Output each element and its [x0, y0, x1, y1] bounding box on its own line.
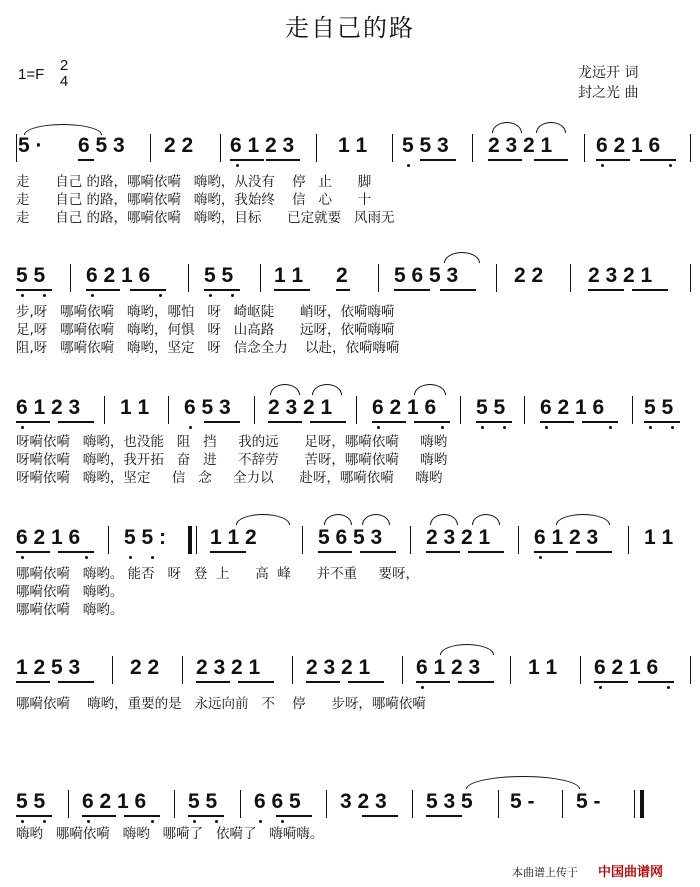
measure-notes: 5 6 5 3 [394, 264, 459, 287]
underline [414, 421, 450, 423]
low-octave-dot [85, 556, 88, 559]
measure-notes: 6 2 1 6 [540, 396, 605, 419]
barline [68, 790, 69, 818]
low-octave-dot [215, 820, 218, 823]
measure-notes: 5 - [576, 790, 601, 813]
measure-3-notes: 6 1 2 3 [230, 134, 295, 157]
measure-notes: 3 2 3 [340, 790, 387, 813]
lyric-line: 呀嗬依嗬 嗨哟，坚定 信 念 全力以 赴呀，哪嗬依嗬 嗨哟 [16, 470, 443, 486]
lyric-line: 哪嗬依嗬 嗨哟。 [16, 602, 124, 618]
barline [316, 134, 317, 162]
barline [150, 134, 151, 162]
underline [188, 815, 224, 817]
underline [440, 289, 476, 291]
low-octave-dot [151, 556, 154, 559]
measure-notes: 6 1 2 3 [534, 526, 599, 549]
barline [326, 790, 327, 818]
measure-1-notes: 5 · [18, 134, 43, 157]
low-octave-dot [87, 820, 90, 823]
underline [86, 289, 120, 291]
underline [16, 289, 52, 291]
measure-notes: 2 2 [514, 264, 544, 287]
measure-notes: 5 6 5 3 [318, 526, 383, 549]
underline [594, 681, 628, 683]
low-octave-dot [601, 164, 604, 167]
measure-notes: 5 5 [16, 264, 46, 287]
lyric-line: 步,呀 哪嗬依嗬 嗨哟，哪怕 呀 崎岖陡 峭呀，依嗬嗨嗬 [16, 304, 395, 320]
low-octave-dot [671, 426, 674, 429]
page-title: 走自己的路 [285, 14, 415, 42]
underline [540, 421, 574, 423]
underline [274, 289, 310, 291]
barline [182, 656, 183, 684]
underline [534, 159, 568, 161]
underline [230, 159, 264, 161]
measure-notes: 1 1 2 [210, 526, 257, 549]
low-octave-dot [236, 164, 239, 167]
barline [302, 526, 303, 554]
underline [394, 289, 430, 291]
lyric-line: 走 自己 的路，哪嗬依嗬 嗨哟，目标 已定就要 风雨无 [16, 210, 395, 226]
lyric-line: 阻,呀 哪嗬依嗬 嗨哟，坚定 呀 信念全力 以赴，依嗬嗨嗬 [16, 340, 400, 356]
time-bottom: 4 [59, 73, 69, 90]
lyric-line: 走 自己 的路，哪嗬依嗬 嗨哟，我始终 信 心 十 [16, 192, 372, 208]
low-octave-dot [21, 556, 24, 559]
underline [348, 681, 384, 683]
underline [632, 289, 668, 291]
barline [632, 396, 633, 424]
barline [460, 396, 461, 424]
time-signature [58, 58, 70, 90]
measure-notes: 1 1 [274, 264, 304, 287]
footer-text: 本曲谱上传于 [512, 866, 578, 879]
low-octave-dot [407, 164, 410, 167]
barline [16, 134, 17, 162]
low-octave-dot [669, 164, 672, 167]
underline [640, 159, 676, 161]
underline [58, 681, 94, 683]
measure-notes: 6 2 1 6 [372, 396, 437, 419]
underline [238, 681, 274, 683]
measure-notes: 2 3 2 1 [588, 264, 653, 287]
measure-notes: 2 3 2 1 [268, 396, 333, 419]
barline [174, 790, 175, 818]
measure-7-notes: 6 2 1 6 [596, 134, 661, 157]
barline [402, 656, 403, 684]
barline [260, 264, 261, 292]
tie [362, 514, 390, 525]
underline [16, 681, 50, 683]
measure-notes: 5 - [510, 790, 535, 813]
lyric-line: 呀嗬依嗬 嗨哟，也没能 阻 挡 我的远 足呀，哪嗬依嗬 嗨哟 [16, 434, 448, 450]
lyric-line: 哪嗬依嗬 嗨哟。 能否 呀 登 上 高 峰 并不重 要呀， [16, 566, 420, 582]
barline [496, 264, 497, 292]
underline [82, 815, 116, 817]
low-octave-dot [441, 426, 444, 429]
repeat-barline [188, 526, 192, 554]
low-octave-dot [281, 820, 284, 823]
low-octave-dot [539, 556, 542, 559]
low-octave-dot [259, 820, 262, 823]
key-signature: 1=F [18, 66, 45, 83]
underline [58, 421, 94, 423]
underline [420, 159, 456, 161]
underline [306, 681, 340, 683]
tie [430, 514, 458, 525]
underline [416, 681, 450, 683]
underline [426, 551, 460, 553]
measure-notes: 5 3 5 [426, 790, 473, 813]
low-octave-dot [21, 426, 24, 429]
low-octave-dot [377, 426, 380, 429]
low-octave-dot [43, 294, 46, 297]
underline [360, 551, 396, 553]
barline [392, 134, 393, 162]
low-octave-dot [545, 426, 548, 429]
underline [124, 815, 160, 817]
final-barline-thick [640, 790, 644, 818]
underline [310, 421, 346, 423]
tie [444, 252, 480, 263]
tie [472, 514, 500, 525]
measure-notes: 5 5 : [124, 526, 167, 549]
barline [690, 264, 691, 292]
measure-notes: 5 5 [476, 396, 506, 419]
underline [58, 551, 94, 553]
underline [16, 551, 50, 553]
measure-notes: 6 5 3 [184, 396, 231, 419]
final-barline-thin [634, 790, 635, 818]
barline [104, 396, 105, 424]
barline [690, 134, 691, 162]
underline [638, 681, 674, 683]
barline [562, 790, 563, 818]
low-octave-dot [189, 426, 192, 429]
underline [488, 159, 522, 161]
underline [534, 551, 568, 553]
low-octave-dot [193, 820, 196, 823]
barline [410, 526, 411, 554]
tie [556, 514, 610, 525]
measure-notes: 1 1 [528, 656, 558, 679]
tie [324, 514, 352, 525]
barline [524, 396, 525, 424]
low-octave-dot [609, 426, 612, 429]
measure-5-notes: 5 5 3 [402, 134, 449, 157]
underline [204, 421, 240, 423]
barline [628, 526, 629, 554]
underline [644, 421, 680, 423]
underline [266, 159, 300, 161]
measure-notes: 6 1 2 3 [416, 656, 481, 679]
underline [318, 551, 352, 553]
low-octave-dot [21, 820, 24, 823]
measure-notes: 1 2 5 3 [16, 656, 81, 679]
measure-notes: 6 2 1 6 [16, 526, 81, 549]
underline [276, 815, 312, 817]
lyric-line: 哪嗬依嗬 嗨哟，重要的是 永远向前 不 停 步呀，哪嗬依嗬 [16, 696, 426, 712]
underline [16, 421, 50, 423]
measure-4-notes: 1 1 [338, 134, 368, 157]
lyric-line: 呀嗬依嗬 嗨哟，我开拓 奋 进 不辞劳 苦呀，哪嗬依嗬 嗨哟 [16, 452, 448, 468]
low-octave-dot [481, 426, 484, 429]
measure-notes: 6 2 1 6 [86, 264, 151, 287]
barline [70, 264, 71, 292]
measure-notes: 2 [336, 264, 348, 287]
tie [466, 776, 580, 789]
barline [108, 526, 109, 554]
barline [518, 526, 519, 554]
lyric-line: 走 自己 的路，哪嗬依嗬 嗨哟，从没有 停 止 脚 [16, 174, 372, 190]
underline [576, 551, 612, 553]
lyric-line: 嗨哟 哪嗬依嗬 嗨哟 哪嗬了 依嗬了 嗨嗬嗨。 [16, 826, 324, 842]
lyricist-credit: 龙远开 词 [578, 65, 639, 81]
barline [570, 264, 571, 292]
underline [196, 681, 230, 683]
barline [168, 396, 169, 424]
tie [236, 514, 290, 525]
underline [130, 289, 166, 291]
measure-notes: 2 2 [130, 656, 160, 679]
underline [426, 815, 462, 817]
underline [78, 159, 94, 161]
low-octave-dot [503, 426, 506, 429]
underline [458, 681, 494, 683]
underline [16, 815, 52, 817]
lyric-line: 足,呀 哪嗬依嗬 嗨哟，何惧 呀 山高路 远呀，依嗬嗨嗬 [16, 322, 395, 338]
measure-notes: 5 5 [644, 396, 674, 419]
measure-notes: 6 2 1 6 [594, 656, 659, 679]
site-logo: 中国曲谱网 [598, 865, 664, 880]
underline [336, 289, 350, 291]
barline [254, 396, 255, 424]
tie [270, 384, 300, 395]
barline [378, 264, 379, 292]
barline [412, 790, 413, 818]
measure-notes: 5 5 [204, 264, 234, 287]
tie [24, 124, 102, 135]
measure-notes: 2 3 2 1 [196, 656, 261, 679]
composer-credit: 封之光 曲 [578, 85, 639, 101]
low-octave-dot [421, 686, 424, 689]
low-octave-dot [151, 820, 154, 823]
underline [204, 289, 240, 291]
tie [492, 122, 522, 133]
measure-notes: 6 1 2 3 [16, 396, 81, 419]
low-octave-dot [159, 294, 162, 297]
barline [292, 656, 293, 684]
barline [188, 264, 189, 292]
low-octave-dot [667, 686, 670, 689]
measure-notes: 6 6 5 [254, 790, 301, 813]
underline [362, 815, 398, 817]
barline [690, 656, 691, 684]
lyric-line: 哪嗬依嗬 嗨哟。 [16, 584, 124, 600]
barline [584, 134, 585, 162]
low-octave-dot [91, 294, 94, 297]
underline [588, 289, 624, 291]
underline [582, 421, 618, 423]
measure-6-notes: 2 3 2 1 [488, 134, 553, 157]
barline [510, 656, 511, 684]
tie [440, 644, 494, 655]
low-octave-dot [599, 686, 602, 689]
measure-notes: 2 3 2 1 [426, 526, 491, 549]
measure-notes: 1 1 [644, 526, 674, 549]
barline [498, 790, 499, 818]
barline [472, 134, 473, 162]
barline [580, 656, 581, 684]
measure-2-notes: 2 2 [164, 134, 194, 157]
barline [356, 396, 357, 424]
measure-notes: 6 2 1 6 [82, 790, 147, 813]
measure-notes: 5 5 [188, 790, 218, 813]
low-octave-dot [231, 294, 234, 297]
time-top: 2 [59, 57, 69, 74]
tie [312, 384, 342, 395]
low-octave-dot [21, 294, 24, 297]
barline [112, 656, 113, 684]
measure-notes: 2 3 2 1 [306, 656, 371, 679]
underline [372, 421, 406, 423]
underline [476, 421, 512, 423]
tie [414, 384, 446, 395]
low-octave-dot [649, 426, 652, 429]
low-octave-dot [209, 294, 212, 297]
barline [196, 526, 197, 554]
barline [240, 790, 241, 818]
measure-notes: 5 5 [16, 790, 46, 813]
underline [210, 551, 246, 553]
measure-notes: 1 1 [120, 396, 150, 419]
underline [596, 159, 630, 161]
low-octave-dot [43, 820, 46, 823]
barline [220, 134, 221, 162]
measure-1b-notes: 6 5 3 [78, 134, 125, 157]
underline [268, 421, 302, 423]
low-octave-dot [129, 556, 132, 559]
tie [536, 122, 566, 133]
underline [468, 551, 504, 553]
